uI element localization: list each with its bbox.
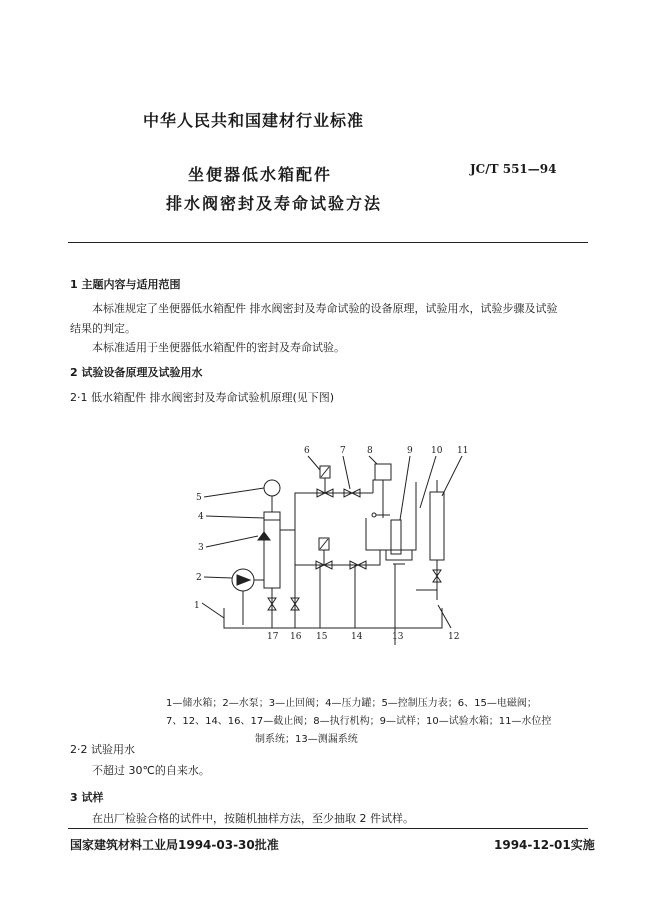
label-12: 12 [448,632,460,642]
leak-detection [386,550,412,560]
standard-number: JC/T 551—94 [470,162,557,176]
label-4: 4 [198,512,204,522]
document-title-line2: 排水阀密封及寿命试验方法 [166,194,383,213]
section1-paragraph1-line1: 本标准规定了坐便器低水箱配件 排水阀密封及寿命试验的设备原理，试验用水，试验步骤及试验 [92,302,558,315]
effective-date: 1994-12-01实施 [494,838,595,852]
section2-1-heading: 2·1 低水箱配件 排水阀密封及寿命试验机原理(见下图) [70,391,335,404]
approval-info: 国家建筑材料工业局1994-03-30批准 [70,838,279,852]
pressure-tank [264,512,280,588]
label-15: 15 [316,632,328,642]
figure-caption-line3: 制系统；13—测漏系统 [255,734,358,745]
storage-tank [224,608,442,628]
label-3: 3 [198,543,204,553]
label-14: 14 [351,632,363,642]
section2-heading: 2 试验设备原理及试验用水 [70,366,203,379]
section1-paragraph2: 本标准适用于坐便器低水箱配件的密封及寿命试验。 [92,341,345,354]
section2-2-text: 不超过 30℃的自来水。 [92,764,210,777]
section3-heading: 3 试样 [70,791,104,804]
label-10: 10 [431,446,443,456]
label-17: 17 [267,632,279,642]
label-8: 8 [367,446,373,456]
header-divider [68,242,588,243]
label-7: 7 [340,446,346,456]
label-9: 9 [407,446,413,456]
section1-paragraph1-line2: 结果的判定。 [70,322,136,335]
footer-divider [68,828,588,829]
label-6: 6 [304,446,310,456]
section2-2-heading: 2·2 试验用水 [70,743,135,756]
section1-heading: 1 主题内容与适用范围 [70,278,181,291]
document-title-line1: 坐便器低水箱配件 [188,165,333,184]
figure-caption-line1: 1—储水箱；2—水泵；3—止回阀；4—压力罐；5—控制压力表；6、15—电磁阀； [166,698,537,709]
label-2: 2 [196,573,202,583]
test-machine-schematic [180,440,480,650]
actuator-icon [375,464,391,480]
label-11: 11 [457,446,469,456]
figure-caption-line2: 7、12、14、16、17—截止阀；8—执行机构；9—试样；10—试验水箱；11—水位控 [166,716,552,727]
label-1: 1 [194,601,200,611]
issuing-authority-title: 中华人民共和国建材行业标准 [143,111,365,130]
label-16: 16 [290,632,302,642]
label-13: 13 [392,632,404,642]
label-5: 5 [196,493,202,503]
test-specimen [391,520,401,554]
water-level-control [430,492,444,560]
pressure-gauge-icon [264,480,280,496]
section3-text: 在出厂检验合格的试件中，按随机抽样方法，至少抽取 2 件试样。 [92,812,414,825]
